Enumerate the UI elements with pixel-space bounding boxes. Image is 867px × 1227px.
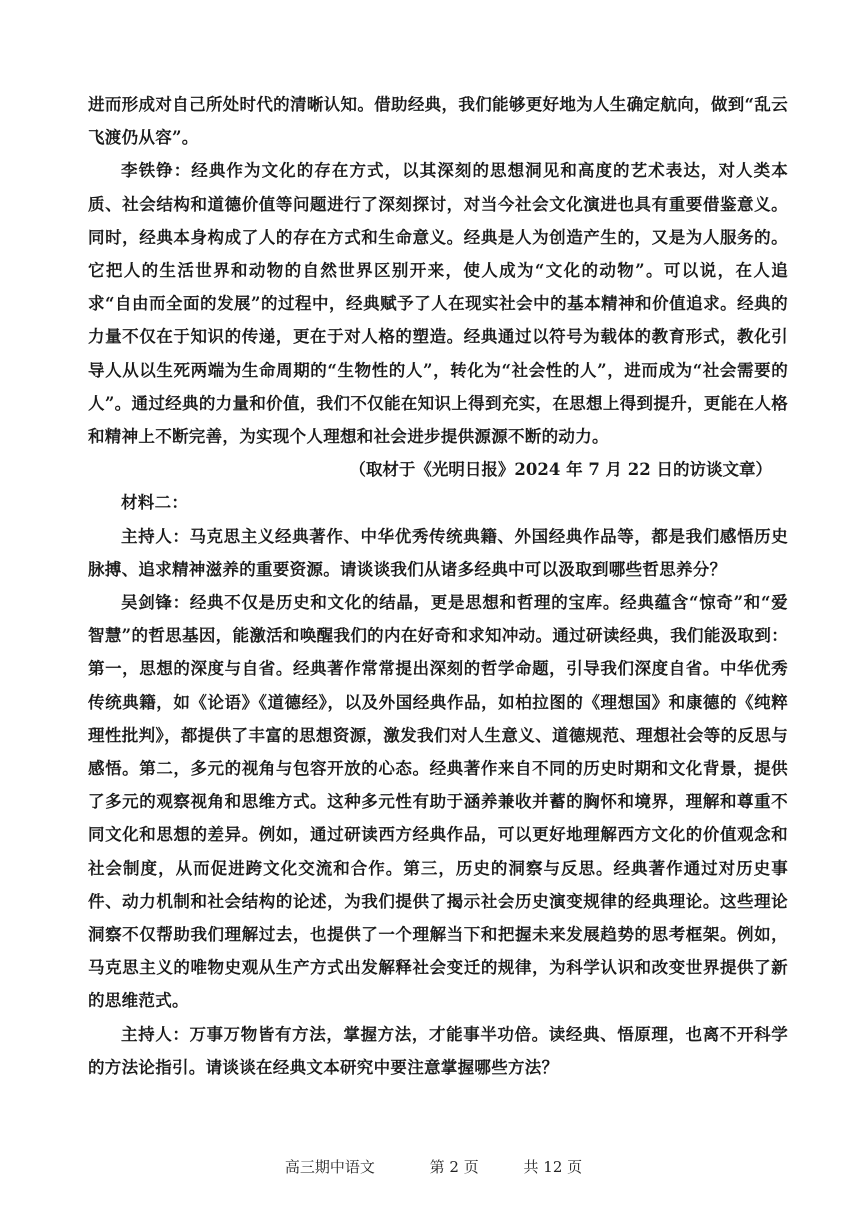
footer-exam-title: 高三期中语文 xyxy=(284,1158,375,1176)
section-heading-material-2: 材料二： xyxy=(121,493,189,513)
source-citation: （取材于《光明日报》2024 年 7 月 22 日的访谈文章） xyxy=(349,460,772,480)
footer-page-number: 第 2 页 xyxy=(429,1158,479,1176)
paragraph-li-tiezheng: 李铁铮：经典作为文化的存在方式，以其深刻的思想洞见和高度的艺术表达，对人类本质、社会结构和道德价值等问题进行了深刻探讨，对当今社会文化演进也具有重要借鉴意义。同时，经典本身构成了人的存在方式和生命意义。经典是人为创造产生的，又是为人服务的。它把人的生活世界和动物的自然世界区别开来，使人成为“文化的动物”。可以说，在人追求“自由而全面的发展”的过程中，经典赋予了人在现实社会中的基本精神和价值追求。经典的力量不仅在于知识的传递，更在于对人格的塑造。经典通过以符号为载体的教育形式，教化引导人从以生死两端为生命周期的“生物性的人”，转化为“社会性的人”，进而成为“社会需要的人”。通过经典的力量和价值，我们不仅能在知识上得到充实，在思想上得到提升，更能在人格和精神上不断完善，为实现个人理想和社会进步提供源源不断的动力。 xyxy=(88,161,788,447)
paragraph-intro: 进而形成对自己所处时代的清晰认知。借助经典，我们能够更好地为人生确定航向，做到“乱云飞渡仍从容”。 xyxy=(88,95,788,148)
paragraph-host-question-2: 主持人：万事万物皆有方法，掌握方法，才能事半功倍。读经典、悟原理，也离不开科学的方法论指引。请谈谈在经典文本研究中要注意掌握哪些方法？ xyxy=(88,1024,788,1077)
page-footer xyxy=(0,1156,867,1177)
paragraph-host-question-1: 主持人：马克思主义经典著作、中华优秀传统典籍、外国经典作品等，都是我们感悟历史脉搏、追求精神滋养的重要资源。请谈谈我们从诸多经典中可以汲取到哪些哲思养分？ xyxy=(88,526,788,579)
paragraph-wu-jianfeng: 吴剑锋：经典不仅是历史和文化的结晶，更是思想和哲理的宝库。经典蕴含“惊奇”和“爱智慧”的哲思基因，能激活和唤醒我们的内在好奇和求知冲动。通过研读经典，我们能汲取到：第一，思想的深度与自省。经典著作常常提出深刻的哲学命题，引导我们深度自省。中华优秀传统典籍，如《论语》《道德经》，以及外国经典作品，如柏拉图的《理想国》和康德的《纯粹理性批判》，都提供了丰富的思想资源，激发我们对人生意义、道德规范、理想社会等的反思与感悟。第二，多元的视角与包容开放的心态。经典著作来自不同的历史时期和文化背景，提供了多元的观察视角和思维方式。这种多元性有助于涵养兼收并蓄的胸怀和境界，理解和尊重不同文化和思想的差异。例如，通过研读西方经典作品，可以更好地理解西方文化的价值观念和社会制度，从而促进跨文化交流和合作。第三，历史的洞察与反思。经典著作通过对历史事件、动力机制和社会结构的论述，为我们提供了揭示社会历史演变规律的经典理论。这些理论洞察不仅帮助我们理解过去，也提供了一个理解当下和把握未来发展趋势的思考框架。例如，马克思主义的唯物史观从生产方式出发解释社会变迁的规律，为科学认识和改变世界提供了新的思维范式。 xyxy=(88,593,788,1011)
document-body xyxy=(88,88,788,1084)
footer-total-pages: 共 12 页 xyxy=(523,1158,583,1176)
